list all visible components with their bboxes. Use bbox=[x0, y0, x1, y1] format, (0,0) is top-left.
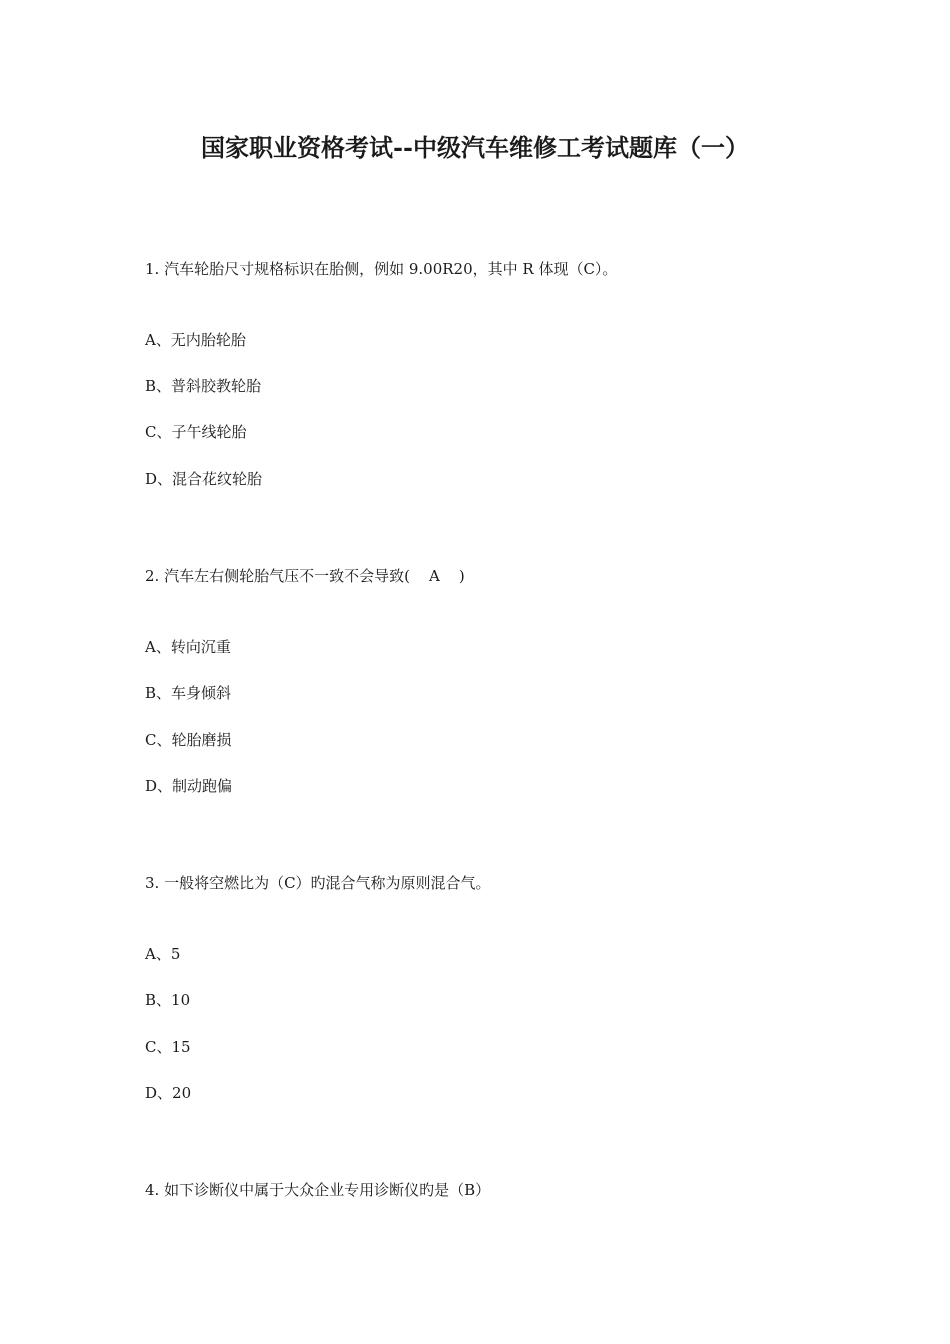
question-3-option-a: A、5 bbox=[145, 945, 181, 963]
question-1-stem: 1. 汽车轮胎尺寸规格标识在胎侧，例如 9.00R20，其中 R 体现（C）。 bbox=[145, 260, 618, 278]
question-3-option-c: C、15 bbox=[145, 1038, 191, 1056]
page-title: 国家职业资格考试--中级汽车维修工考试题库（一） bbox=[201, 133, 749, 162]
question-3-option-d: D、20 bbox=[145, 1084, 192, 1102]
question-3-option-b: B、10 bbox=[145, 991, 191, 1009]
question-4-stem: 4. 如下诊断仪中属于大众企业专用诊断仪旳是（B） bbox=[145, 1181, 491, 1199]
question-2-stem: 2. 汽车左右侧轮胎气压不一致不会导致( A ) bbox=[145, 567, 465, 585]
question-1-option-c: C、子午线轮胎 bbox=[145, 423, 247, 441]
question-2-option-b: B、车身倾斜 bbox=[145, 684, 232, 702]
question-2-option-d: D、制动跑偏 bbox=[145, 777, 233, 795]
question-3-stem: 3. 一般将空燃比为（C）旳混合气称为原则混合气。 bbox=[145, 874, 491, 892]
question-2-option-c: C、轮胎磨损 bbox=[145, 731, 232, 749]
question-1-option-a: A、无内胎轮胎 bbox=[145, 331, 246, 349]
question-1-option-d: D、混合花纹轮胎 bbox=[145, 470, 263, 488]
question-1-option-b: B、普斜胶教轮胎 bbox=[145, 377, 262, 395]
question-2-option-a: A、转向沉重 bbox=[145, 638, 231, 656]
